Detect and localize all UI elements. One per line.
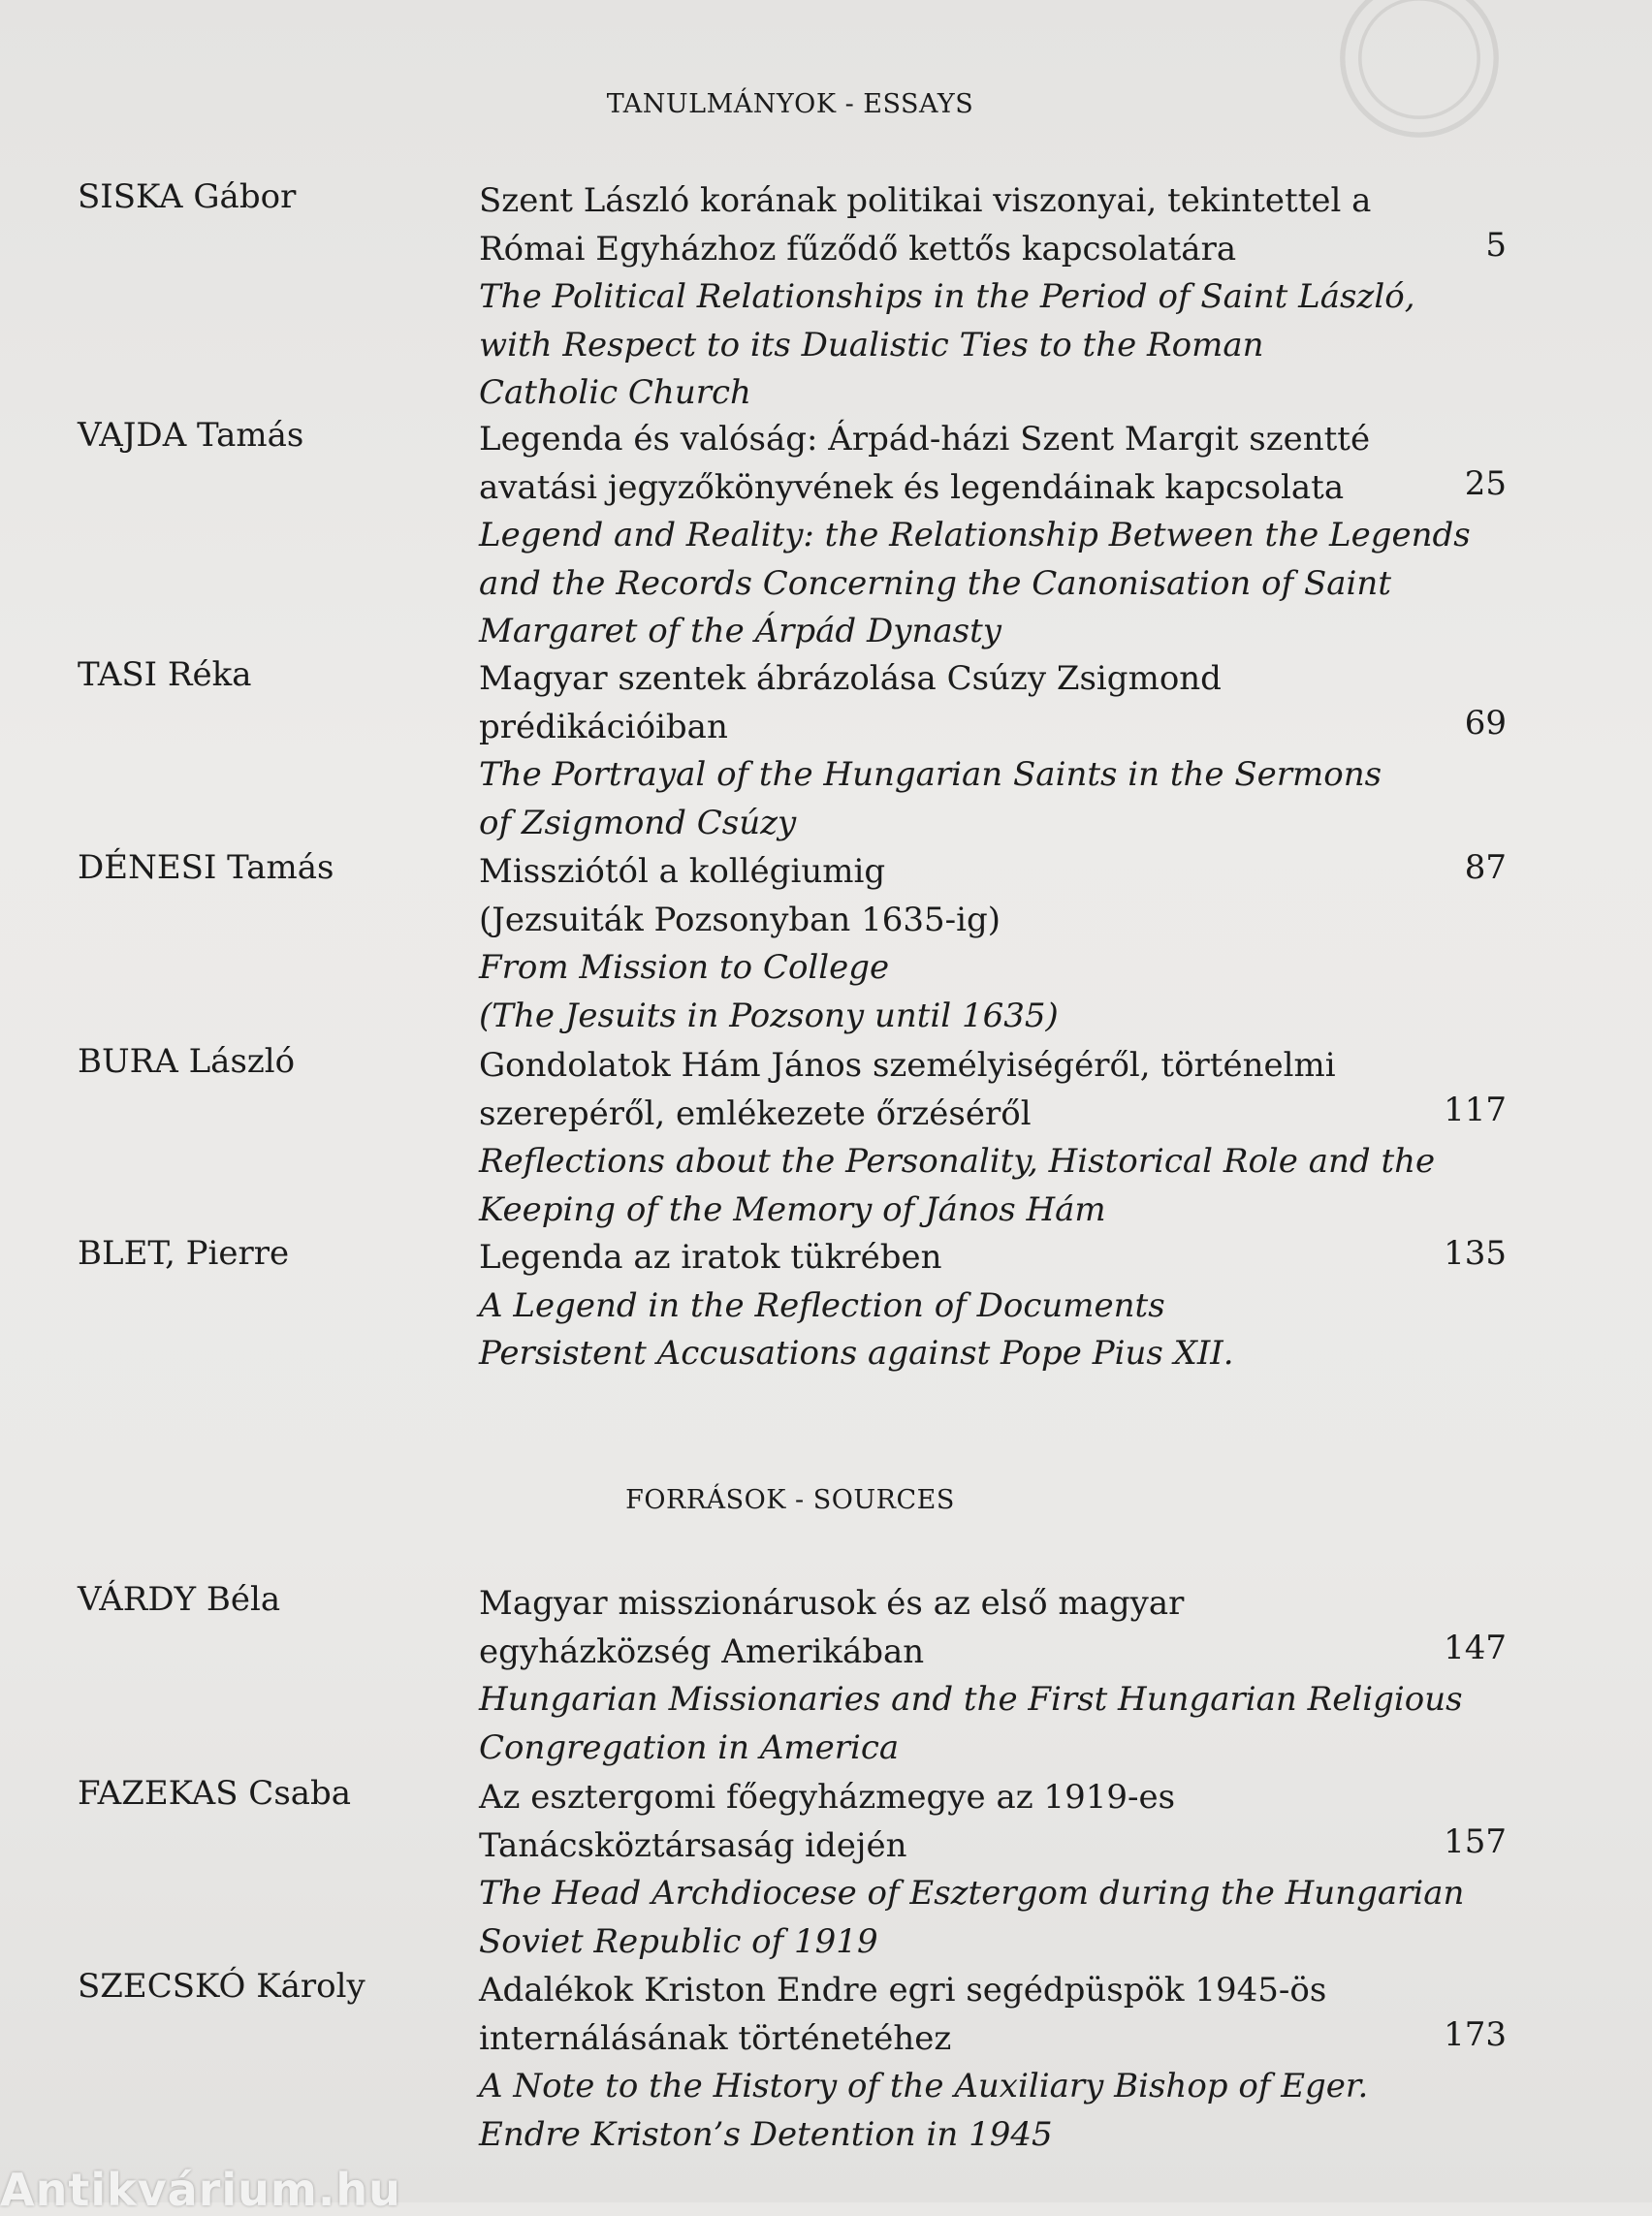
entry-title-en: (The Jesuits in Pozsony until 1635) bbox=[479, 996, 1059, 1035]
entry-title-en: Legend and Reality: the Relationship Between the Legends bbox=[479, 516, 1471, 554]
entry-title-hu: prédikációiban bbox=[479, 707, 728, 746]
entry-title-en: with Respect to its Dualistic Ties to the Roman bbox=[479, 325, 1264, 364]
toc-entry bbox=[479, 1580, 1463, 1772]
entry-title-en: The Head Archdiocese of Esztergom during the Hungarian bbox=[479, 1874, 1465, 1913]
toc-author: TASI Réka bbox=[78, 655, 252, 694]
entry-title-en: Persistent Accusations against Pope Pius XII. bbox=[479, 1334, 1234, 1373]
toc-author: VÁRDY Béla bbox=[78, 1580, 281, 1619]
entry-title-en: Catholic Church bbox=[479, 373, 751, 412]
entry-title-en: Endre Kriston’s Detention in 1945 bbox=[479, 2114, 1053, 2154]
toc-entry bbox=[479, 1774, 1465, 1966]
entry-title-hu: Adalékok Kriston Endre egri segédpüspök 1945-ös bbox=[479, 1971, 1327, 2010]
entry-title-hu: Missziótól a kollégiumig bbox=[479, 852, 886, 891]
entry-title-en: A Note to the History of the Auxiliary Bishop of Eger. bbox=[479, 2067, 1369, 2105]
section-title-essays: TANULMÁNYOK - ESSAYS bbox=[606, 89, 974, 119]
page-number: 173 bbox=[1444, 2015, 1507, 2054]
entry-title-hu: Magyar szentek ábrázolása Csúzy Zsigmond bbox=[479, 659, 1222, 698]
toc-author: DÉNESI Tamás bbox=[78, 848, 334, 887]
entry-title-en: Keeping of the Memory of János Hám bbox=[479, 1189, 1106, 1229]
entry-title-hu: Gondolatok Hám János személyiségéről, történelmi bbox=[479, 1046, 1336, 1085]
entry-title-en: and the Records Concerning the Canonisation of Saint bbox=[479, 563, 1391, 603]
page-number: 135 bbox=[1444, 1234, 1507, 1273]
page-number: 5 bbox=[1485, 226, 1507, 265]
entry-title-hu: Tanácsköztársaság idején bbox=[479, 1825, 907, 1865]
entry-title-hu: (Jezsuiták Pozsonyban 1635-ig) bbox=[479, 900, 1001, 939]
toc-entry bbox=[479, 1042, 1448, 1234]
entry-title-hu: egyházközség Amerikában bbox=[479, 1631, 925, 1671]
entry-title-hu: avatási jegyzőkönyvének és legendáinak kapcsolata bbox=[479, 467, 1345, 507]
entry-title-en: A Legend in the Reflection of Documents bbox=[479, 1285, 1165, 1325]
toc-author: BLET, Pierre bbox=[78, 1234, 290, 1273]
entry-title-en: Hungarian Missionaries and the First Hungarian Religious bbox=[479, 1680, 1463, 1719]
toc-author: BURA László bbox=[78, 1042, 296, 1081]
entry-title-en: From Mission to College bbox=[479, 948, 890, 987]
toc-entry bbox=[479, 655, 1448, 847]
entry-title-en: Reflections about the Personality, Historical Role and the bbox=[479, 1142, 1436, 1181]
toc-entry bbox=[479, 1234, 1448, 1378]
entry-title-hu: Római Egyházhoz fűződő kettős kapcsolatára bbox=[479, 229, 1237, 269]
entry-title-hu: Szent László korának politikai viszonyai, tekintettel a bbox=[479, 181, 1372, 220]
entry-title-en: The Political Relationships in the Period of Saint László, bbox=[479, 277, 1415, 316]
page-number: 117 bbox=[1444, 1091, 1507, 1129]
library-stamp-icon bbox=[1332, 0, 1507, 145]
page-number: 147 bbox=[1444, 1629, 1507, 1667]
toc-author: VAJDA Tamás bbox=[78, 416, 304, 455]
page-number: 69 bbox=[1464, 704, 1507, 743]
toc-entry bbox=[479, 1967, 1448, 2159]
page-number: 157 bbox=[1444, 1822, 1507, 1861]
entry-title-en: Congregation in America bbox=[479, 1727, 900, 1767]
entry-title-hu: Legenda az iratok tükrében bbox=[479, 1238, 942, 1277]
toc-entry bbox=[479, 416, 1471, 656]
entry-title-hu: Legenda és valóság: Árpád-házi Szent Margit szentté bbox=[479, 420, 1371, 459]
toc-entry bbox=[479, 848, 1448, 1040]
section-title-sources: FORRÁSOK - SOURCES bbox=[625, 1485, 955, 1515]
toc-author: FAZEKAS Csaba bbox=[78, 1774, 352, 1813]
entry-title-en: of Zsigmond Csúzy bbox=[479, 803, 797, 842]
entry-title-en: The Portrayal of the Hungarian Saints in the Sermons bbox=[479, 755, 1382, 794]
page-number: 87 bbox=[1464, 848, 1507, 887]
toc-author: SISKA Gábor bbox=[78, 177, 297, 216]
entry-title-hu: Magyar misszionárusok és az első magyar bbox=[479, 1584, 1185, 1623]
toc-author: SZECSKÓ Károly bbox=[78, 1967, 365, 2006]
entry-title-hu: szerepéről, emlékezete őrzéséről bbox=[479, 1093, 1032, 1133]
entry-title-hu: internálásának történetéhez bbox=[479, 2018, 952, 2058]
entry-title-en: Soviet Republic of 1919 bbox=[479, 1921, 878, 1961]
entry-title-en: Margaret of the Árpád Dynasty bbox=[479, 612, 1001, 650]
entry-title-hu: Az esztergomi főegyházmegye az 1919-es bbox=[479, 1778, 1176, 1817]
watermark-logo: Antikvárium.hu bbox=[0, 2164, 401, 2216]
toc-entry bbox=[479, 177, 1448, 418]
page-number: 25 bbox=[1464, 464, 1507, 503]
